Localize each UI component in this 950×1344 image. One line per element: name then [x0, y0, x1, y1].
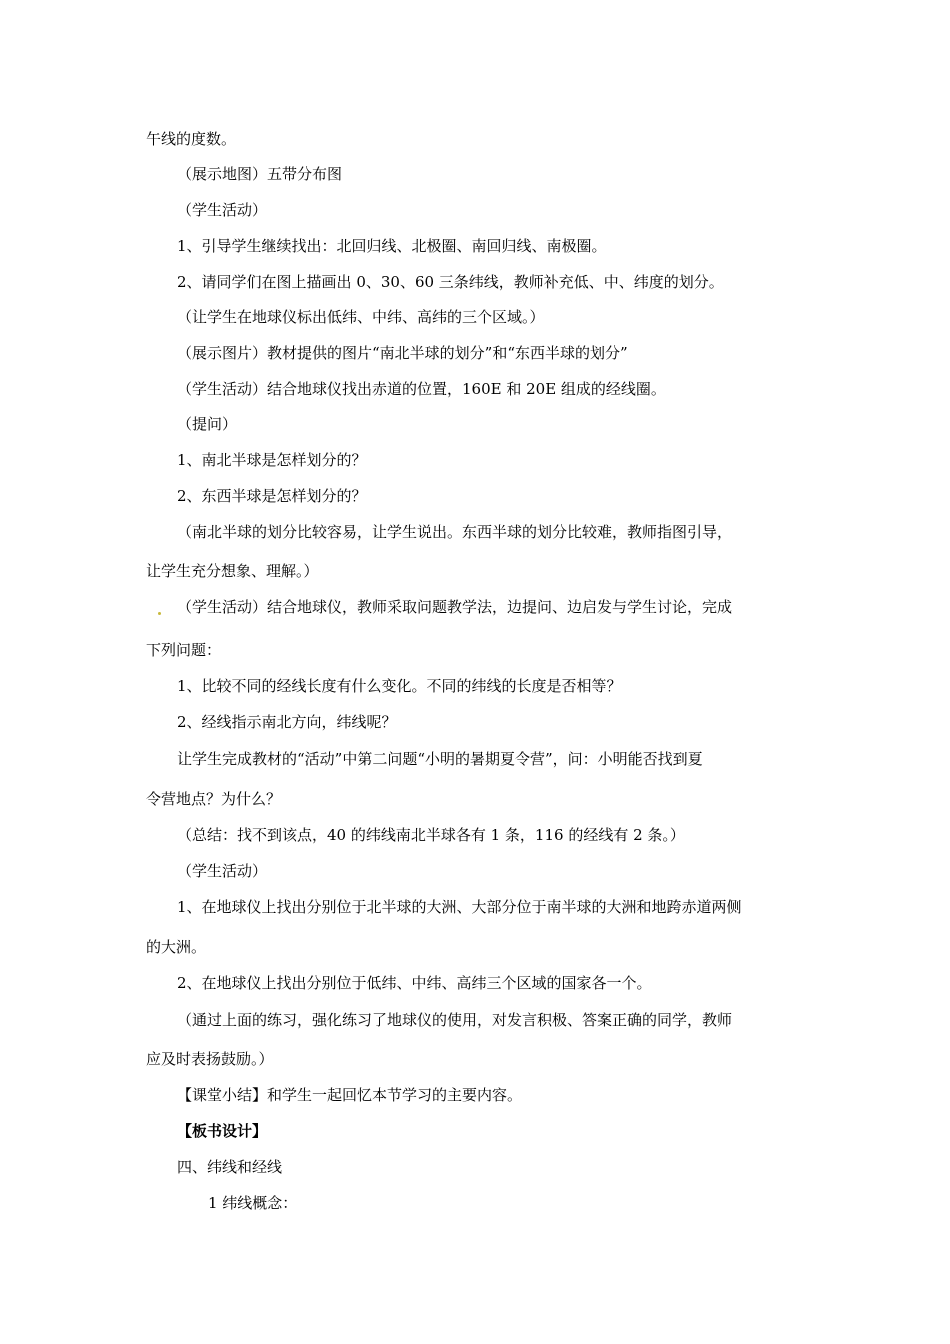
summary-line: 【课堂小结】和学生一起回忆本节学习的主要内容。: [177, 1086, 523, 1104]
paragraph-line: 让学生充分想象、理解。）: [146, 562, 319, 580]
paragraph-line: （学生活动）结合地球仪，教师采取问题教学法，边提问、边启发与学生讨论，完成: [177, 598, 733, 616]
paragraph-line: （通过上面的练习，强化练习了地球仪的使用，对发言积极、答案正确的同学，教师: [177, 1011, 733, 1029]
paragraph-line: （让学生在地球仪标出低纬、中纬、高纬的三个区域。）: [177, 308, 545, 326]
paragraph-line: 下列问题：: [146, 641, 222, 659]
paragraph-line: （总结：找不到该点，40 的纬线南北半球各有 1 条，116 的经线有 2 条。）: [177, 826, 685, 844]
board-design-heading: 【板书设计】: [177, 1122, 268, 1140]
paragraph-line: 1、比较不同的经线长度有什么变化。不同的纬线的长度是否相等？: [177, 677, 622, 695]
paragraph-line: 2、在地球仪上找出分别位于低纬、中纬、高纬三个区域的国家各一个。: [177, 974, 652, 992]
paragraph-line: （学生活动）结合地球仪找出赤道的位置，160E 和 20E 组成的经线圈。: [177, 380, 666, 398]
paragraph-line: 让学生完成教材的“活动”中第二问题“小明的暑期夏令营”，问：小明能否找到夏: [177, 750, 703, 768]
paragraph-line: 1、南北半球是怎样划分的？: [177, 451, 367, 469]
paragraph-line: （展示图片）教材提供的图片“南北半球的划分”和“东西半球的划分”: [177, 344, 628, 362]
paragraph-line: 1、在地球仪上找出分别位于北半球的大洲、大部分位于南半球的大洲和地跨赤道两侧: [177, 898, 742, 916]
stray-mark: [158, 612, 161, 615]
board-item: 1 纬线概念：: [208, 1194, 298, 1212]
paragraph-line: （学生活动）: [177, 201, 268, 219]
paragraph-line: 午线的度数。: [146, 130, 237, 148]
paragraph-line: 的大洲。: [146, 938, 207, 956]
paragraph-line: 应及时表扬鼓励。）: [146, 1050, 274, 1068]
paragraph-line: （学生活动）: [177, 862, 268, 880]
paragraph-line: 2、请同学们在图上描画出 0、30、60 三条纬线，教师补充低、中、纬度的划分。: [177, 273, 724, 291]
paragraph-line: 令营地点？为什么？: [146, 790, 282, 808]
paragraph-line: （提问）: [177, 415, 238, 433]
board-section-title: 四、纬线和经线: [177, 1158, 283, 1176]
paragraph-line: （展示地图）五带分布图: [177, 165, 343, 183]
paragraph-line: 1、引导学生继续找出：北回归线、北极圈、南回归线、南极圈。: [177, 237, 607, 255]
paragraph-line: （南北半球的划分比较容易，让学生说出。东西半球的划分比较难，教师指图引导，: [177, 523, 733, 541]
paragraph-line: 2、东西半球是怎样划分的？: [177, 487, 367, 505]
paragraph-line: 2、经线指示南北方向，纬线呢？: [177, 713, 397, 731]
